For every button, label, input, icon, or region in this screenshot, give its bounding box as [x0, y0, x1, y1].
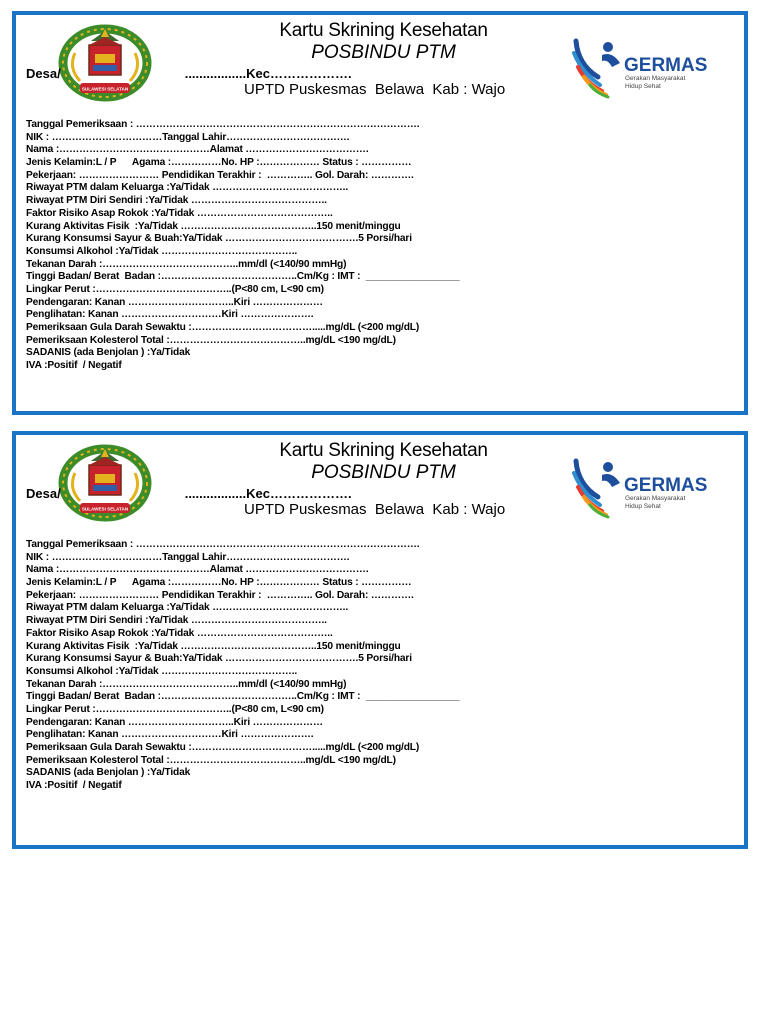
field-line: Tinggi Badan/ Berat Badan :…………………………………..Cm/Kg : IMT : _________________	[26, 271, 460, 283]
field-line: Jenis Kelamin:L / P Agama :……………No. HP :……………… Status : ……………	[26, 577, 412, 589]
field-line: Pemeriksaan Gula Darah Sewaktu :……………………………….....mg/dL (<200 mg/dL)	[26, 322, 420, 333]
card-title: Kartu Skrining Kesehatan	[279, 20, 488, 41]
germas-wordmark: GERMAS	[624, 55, 708, 76]
screening-card-1	[12, 11, 748, 415]
field-line: Tinggi Badan/ Berat Badan :…………………………………..Cm/Kg : IMT : _________________	[26, 691, 460, 703]
desa-label: Desa/	[26, 486, 61, 501]
field-line: Lingkar Perut :…………………………………..(P<80 cm, L<90 cm)	[26, 283, 324, 295]
card-subtitle: POSBINDU PTM	[311, 42, 456, 63]
field-line: Riwayat PTM Diri Sendiri :Ya/Tidak …………………………………..	[26, 195, 327, 207]
field-line: Pekerjaan: …………………… Pendidikan Terakhir : ………….. Gol. Darah: ………….	[26, 589, 414, 601]
field-line: Faktor Risiko Asap Rokok :Ya/Tidak …………………………………..	[26, 627, 333, 639]
field-line: NIK : ……………………………Tanggal Lahir……………………………….	[26, 131, 350, 143]
field-line: Riwayat PTM dalam Keluarga :Ya/Tidak …………………………………..	[26, 182, 349, 194]
field-line: Kurang Konsumsi Sayur & Buah:Ya/Tidak ………………………………….5 Porsi/hari	[26, 233, 412, 245]
uptd-line: UPTD Puskesmas Belawa Kab : Wajo	[244, 81, 506, 98]
emblem-caption: SULAWESI SELATAN	[81, 506, 129, 512]
field-line: Kurang Konsumsi Sayur & Buah:Ya/Tidak ………………………………….5 Porsi/hari	[26, 653, 412, 665]
field-line: Tekanan Darah :…………………………………..mm/dl (<140/90 mmHg)	[26, 258, 347, 270]
germas-tagline-1: Gerakan Masyarakat	[625, 495, 686, 502]
field-line: Faktor Risiko Asap Rokok :Ya/Tidak …………………………………..	[26, 207, 333, 219]
field-line: Konsumsi Alkohol :Ya/Tidak …………………………………..	[26, 245, 298, 257]
desa-label: Desa/	[26, 66, 61, 81]
field-line: Lingkar Perut :…………………………………..(P<80 cm, L<90 cm)	[26, 703, 324, 715]
card-title: Kartu Skrining Kesehatan	[279, 440, 488, 461]
field-line: Pendengaran: Kanan …………………………..Kiri …………………	[26, 716, 323, 728]
uptd-line: UPTD Puskesmas Belawa Kab : Wajo	[244, 501, 506, 518]
field-line: IVA :Positif / Negatif	[26, 360, 122, 372]
desa-kec-line	[26, 66, 352, 81]
field-line: Konsumsi Alkohol :Ya/Tidak …………………………………..	[26, 665, 298, 677]
field-line: Nama :………………………………………Alamat ……………………………….	[26, 564, 369, 576]
field-line: Pemeriksaan Gula Darah Sewaktu :……………………………….....mg/dL (<200 mg/dL)	[26, 742, 420, 753]
germas-tagline-1: Gerakan Masyarakat	[625, 75, 686, 82]
field-line: NIK : ……………………………Tanggal Lahir……………………………….	[26, 551, 350, 563]
field-line: Pendengaran: Kanan …………………………..Kiri …………………	[26, 296, 323, 308]
germas-logo	[572, 453, 712, 519]
germas-wordmark: GERMAS	[624, 475, 708, 496]
kec-label: .................Kec……………….	[184, 66, 352, 81]
field-line: IVA :Positif / Negatif	[26, 780, 122, 792]
sulawesi-selatan-emblem	[58, 23, 152, 103]
field-line: Tekanan Darah :…………………………………..mm/dl (<140/90 mmHg)	[26, 678, 347, 690]
field-line: Tanggal Pemeriksaan : ………………………………………………………………………….	[26, 119, 420, 130]
kec-label: .................Kec……………….	[184, 486, 352, 501]
screening-fields	[26, 119, 726, 373]
field-line: Penglihatan: Kanan …………………………Kiri ………………….	[26, 309, 314, 321]
field-line: Tanggal Pemeriksaan : ………………………………………………………………………….	[26, 539, 420, 550]
field-line: SADANIS (ada Benjolan ) :Ya/Tidak	[26, 347, 191, 359]
germas-tagline-2: Hidup Sehat	[625, 503, 661, 510]
desa-kec-line	[26, 486, 352, 501]
emblem-caption: SULAWESI SELATAN	[81, 86, 129, 92]
germas-tagline-2: Hidup Sehat	[625, 83, 661, 90]
screening-fields	[26, 539, 726, 793]
field-line: Pemeriksaan Kolesterol Total :…………………………………..mg/dL <190 mg/dL)	[26, 754, 396, 766]
field-line: SADANIS (ada Benjolan ) :Ya/Tidak	[26, 767, 191, 779]
field-line: Pekerjaan: …………………… Pendidikan Terakhir : ………….. Gol. Darah: ………….	[26, 169, 414, 181]
field-line: Kurang Aktivitas Fisik :Ya/Tidak …………………………………..150 menit/minggu	[26, 640, 401, 652]
field-line: Jenis Kelamin:L / P Agama :……………No. HP :……………… Status : ……………	[26, 157, 412, 169]
field-line: Nama :………………………………………Alamat ……………………………….	[26, 144, 369, 156]
field-line: Riwayat PTM Diri Sendiri :Ya/Tidak …………………………………..	[26, 615, 327, 627]
screening-card-2	[12, 431, 748, 849]
field-line: Riwayat PTM dalam Keluarga :Ya/Tidak …………………………………..	[26, 602, 349, 614]
germas-logo	[572, 33, 712, 99]
field-line: Pemeriksaan Kolesterol Total :…………………………………..mg/dL <190 mg/dL)	[26, 334, 396, 346]
field-line: Penglihatan: Kanan …………………………Kiri ………………….	[26, 729, 314, 741]
sulawesi-selatan-emblem	[58, 443, 152, 523]
card-subtitle: POSBINDU PTM	[311, 462, 456, 483]
field-line: Kurang Aktivitas Fisik :Ya/Tidak …………………………………..150 menit/minggu	[26, 220, 401, 232]
